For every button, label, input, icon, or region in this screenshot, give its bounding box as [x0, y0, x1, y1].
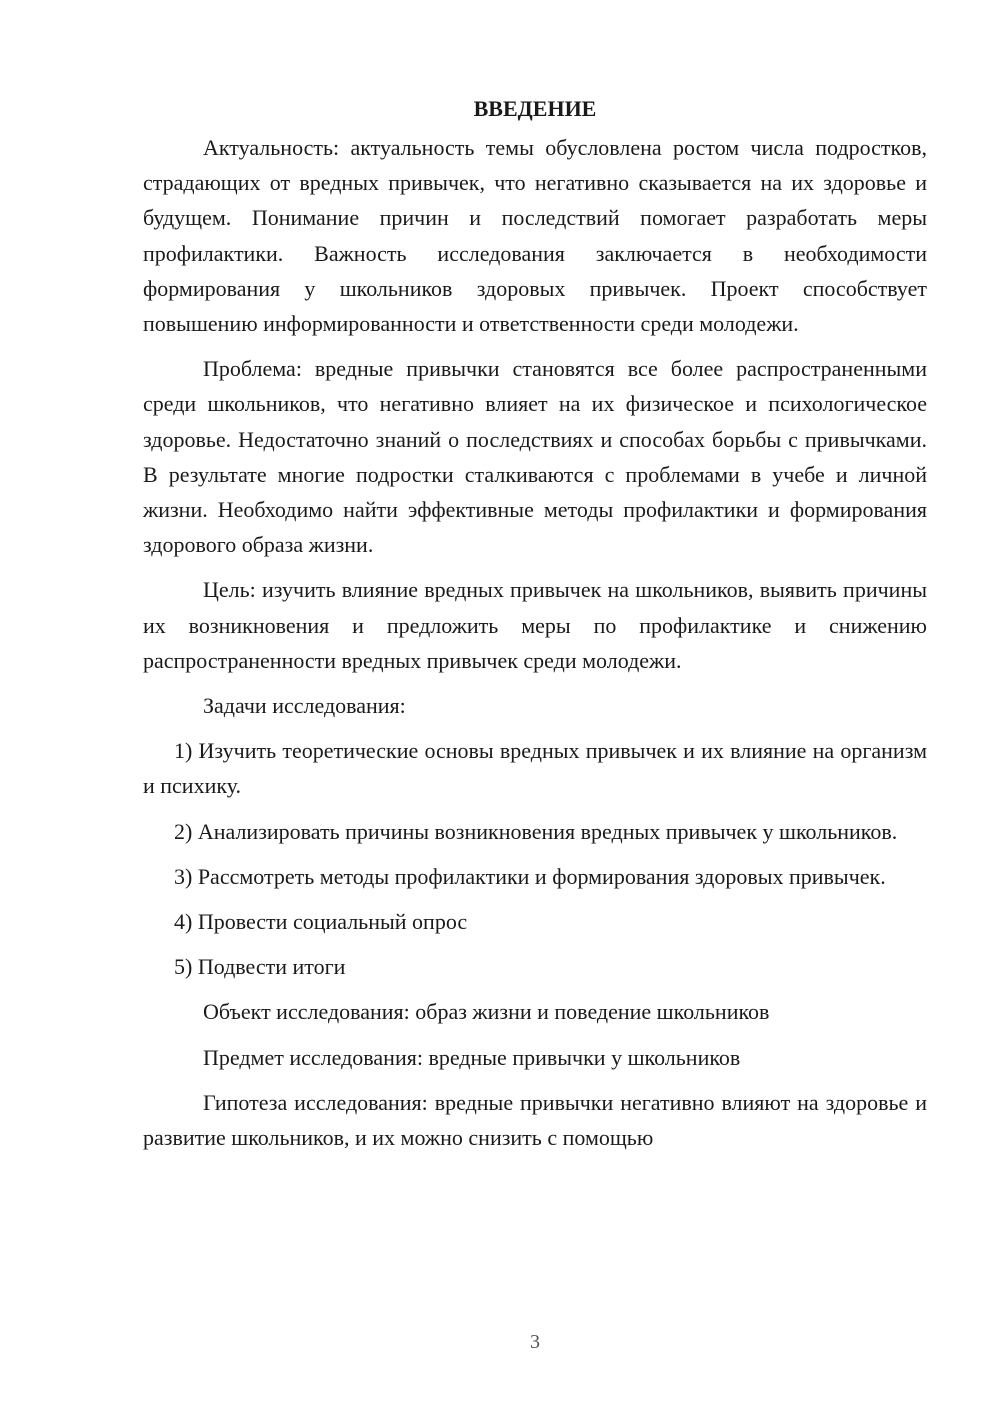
paragraph-tasks-heading: Задачи исследования:: [203, 693, 406, 719]
task-item-3: 3) Рассмотреть методы профилактики и формирования здоровых привычек.: [174, 863, 886, 889]
task-item-5: 5) Подвести итоги: [174, 954, 346, 980]
paragraph-problem: Проблема: вредные привычки становятся все более распространенными среди школьников, что негативно влияет на их физическое и психологическое здоровье. Недостаточно знаний о последствиях и способах борьбы с привычками. В результате многие подростки сталкиваются с проблемами в учебе и личной жизни. Необходимо найти эффективные методы профилактики и формирования здорового образа жизни.: [143, 356, 927, 558]
page-number: 3: [530, 1331, 540, 1353]
task-item-2: 2) Анализировать причины возникновения вредных привычек у школьников.: [174, 818, 898, 844]
document-body: [143, 91, 927, 1155]
page-title: ВВЕДЕНИЕ: [473, 96, 597, 121]
paragraph-object: Объект исследования: образ жизни и поведение школьников: [203, 999, 770, 1025]
paragraph-goal: Цель: изучить влияние вредных привычек на школьников, выявить причины их возникновения и предложить меры по профилактике и снижению распространенности вредных привычек среди молодежи.: [143, 577, 927, 673]
task-item-1: 1) Изучить теоретические основы вредных привычек и их влияние на организм и психику.: [143, 738, 927, 799]
paragraph-relevance: Актуальность: актуальность темы обусловлена ростом числа подростков, страдающих от вредных привычек, что негативно сказывается на их здоровье и будущем. Понимание причин и последствий помогает разработать меры профилактики. Важность исследования заключается в необходимости формирования у школьников здоровых привычек. Проект способствует повышению информированности и ответственности среди молодежи.: [143, 135, 927, 337]
paragraph-hypothesis: Гипотеза исследования: вредные привычки негативно влияют на здоровье и развитие школьников, и их можно снизить с помощью: [143, 1089, 927, 1151]
paragraph-subject: Предмет исследования: вредные привычки у школьников: [203, 1044, 741, 1070]
task-item-4: 4) Провести социальный опрос: [174, 909, 468, 935]
